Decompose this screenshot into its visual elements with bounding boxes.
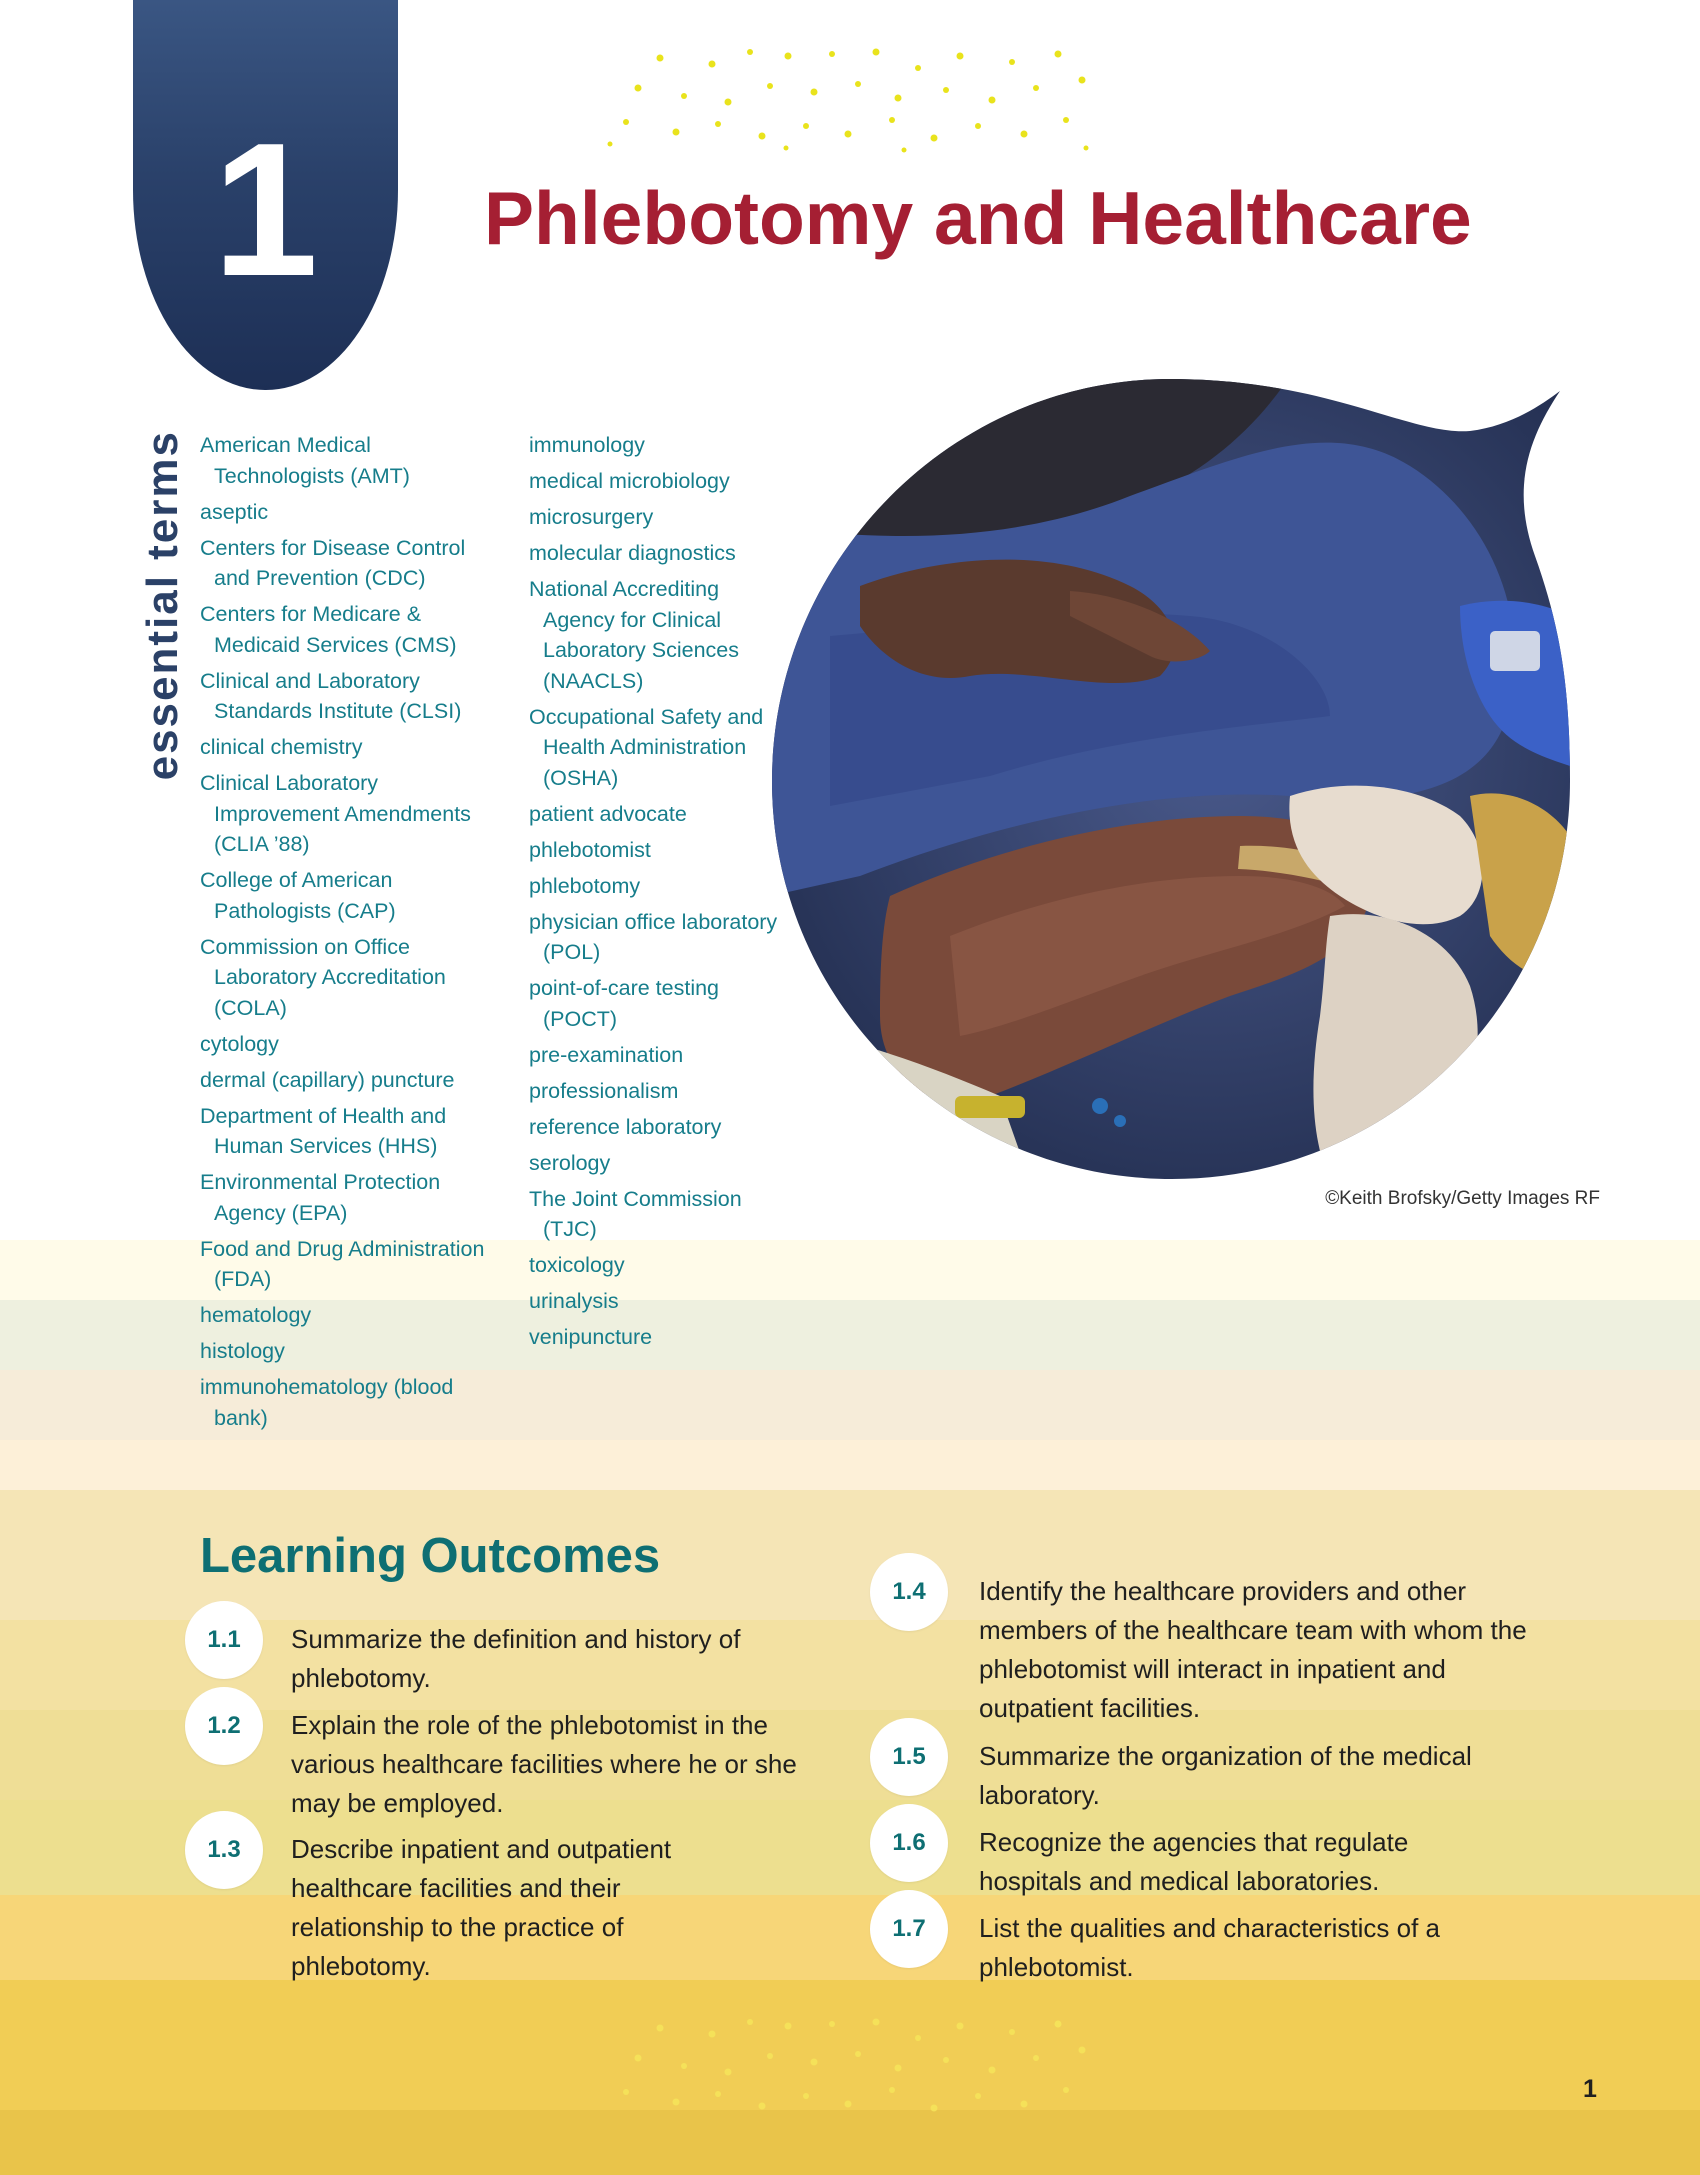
outcome-number-badge: 1.7 — [870, 1890, 948, 1968]
outcome-number-badge: 1.6 — [870, 1804, 948, 1882]
term-item: Clinical and Laboratory Standards Institute (CLSI) — [200, 668, 462, 723]
page-number: 1 — [1583, 2075, 1597, 2103]
term-item: The Joint Commission (TJC) — [529, 1186, 742, 1241]
outcome-number-badge: 1.3 — [185, 1811, 263, 1889]
outcome-number-badge: 1.5 — [870, 1718, 948, 1796]
essential-terms-column-1 — [200, 430, 500, 1439]
term-item: phlebotomist — [529, 837, 651, 862]
term-item: National Accrediting Agency for Clinical Laboratory Sciences (NAACLS) — [529, 577, 739, 693]
term-item: pre-examination — [529, 1042, 684, 1067]
top-dots-decoration — [600, 40, 1120, 160]
term-item: toxicology — [529, 1253, 625, 1277]
term-item: molecular diagnostics — [529, 541, 736, 565]
outcome-text: Identify the healthcare providers and other members of the healthcare team with whom the phlebotomist will interact in inpatient and outpatient facilities. — [979, 1576, 1527, 1723]
outcome-number-badge: 1.2 — [185, 1687, 263, 1765]
term-item: Clinical Laboratory Improvement Amendments (CLIA ’88) — [200, 771, 471, 856]
term-item: venipuncture — [529, 1325, 653, 1349]
term-item: dermal (capillary) puncture — [200, 1067, 455, 1092]
bottom-dots-decoration — [600, 2010, 1120, 2130]
term-item: reference laboratory — [529, 1114, 722, 1139]
outcome-text: Explain the role of the phlebotomist in the various healthcare facilities where he or she may be employed. — [291, 1710, 797, 1818]
term-item: point-of-care testing (POCT) — [529, 976, 720, 1031]
term-item: American Medical Technologists (AMT) — [200, 433, 410, 488]
term-item: immunohematology (blood bank) — [200, 1375, 454, 1430]
outcome-text: List the qualities and characteristics of a phlebotomist. — [979, 1913, 1441, 1982]
term-item: patient advocate — [529, 801, 687, 826]
term-item: aseptic — [200, 499, 269, 524]
term-item: College of American Pathologists (CAP) — [200, 868, 396, 923]
term-item: histology — [200, 1339, 285, 1363]
term-item: Centers for Disease Control and Prevention (CDC) — [200, 535, 466, 590]
chapter-number-tab — [133, 0, 398, 390]
chapter-number: 1 — [212, 104, 319, 316]
term-item: hematology — [200, 1303, 312, 1327]
photo-credit: ©Keith Brofsky/Getty Images RF — [1325, 1188, 1600, 1209]
term-item: Department of Health and Human Services (HHS) — [200, 1103, 447, 1158]
term-item: cytology — [200, 1031, 279, 1056]
term-item: physician office laboratory (POL) — [529, 909, 778, 964]
outcome-number-badge: 1.1 — [185, 1601, 263, 1679]
outcome-text: Describe inpatient and outpatient healthcare facilities and their relationship to the practice of phlebotomy. — [291, 1834, 672, 1981]
term-item: professionalism — [529, 1078, 679, 1103]
chapter-photo — [770, 376, 1570, 1181]
term-item: urinalysis — [529, 1289, 619, 1313]
phlebotomy-photo-image — [770, 376, 1570, 1181]
term-item: clinical chemistry — [200, 735, 363, 759]
essential-terms-heading: essential terms — [138, 430, 187, 781]
term-item: medical microbiology — [529, 469, 730, 493]
outcome-text: Summarize the definition and history of phlebotomy. — [291, 1624, 741, 1693]
outcome-text: Recognize the agencies that regulate hospitals and medical laboratories. — [979, 1827, 1409, 1896]
term-item: microsurgery — [529, 505, 654, 529]
term-item: serology — [529, 1150, 611, 1175]
chapter-title: Phlebotomy and Healthcare — [484, 176, 1472, 260]
term-item: Food and Drug Administration (FDA) — [200, 1236, 485, 1291]
term-item: phlebotomy — [529, 873, 641, 898]
essential-terms-column-2 — [529, 430, 789, 1358]
term-item: Commission on Office Laboratory Accreditation (COLA) — [200, 934, 446, 1020]
term-item: Occupational Safety and Health Administration (OSHA) — [529, 704, 764, 790]
outcome-text: Summarize the organization of the medical laboratory. — [979, 1741, 1472, 1810]
learning-outcomes-heading: Learning Outcomes — [200, 1529, 661, 1583]
term-item: Centers for Medicare & Medicaid Services (CMS) — [200, 602, 457, 657]
term-item: Environmental Protection Agency (EPA) — [200, 1170, 441, 1225]
term-item: immunology — [529, 433, 645, 457]
outcome-number-badge: 1.4 — [870, 1553, 948, 1631]
